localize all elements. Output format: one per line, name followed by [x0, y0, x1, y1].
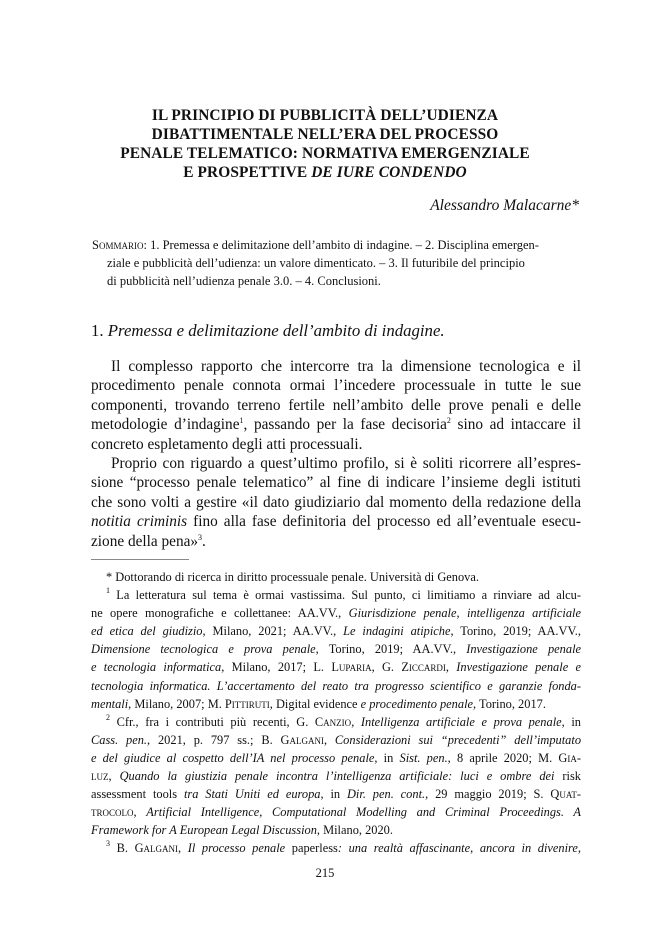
footnote-author: B. Galgani: [110, 841, 179, 856]
body-line: che sono volti a gestire «il dato giudiziario dal momento della redazione della: [91, 493, 581, 511]
footnote-author: luz: [91, 769, 109, 784]
footnote-ref-2: 2: [446, 416, 451, 426]
footnote-number: 3: [106, 839, 110, 849]
footnote-line: [91, 640, 581, 658]
footnote-line: [91, 713, 581, 731]
footnote-line: [91, 658, 581, 676]
footnote-italic: Le indagini atipiche: [343, 624, 451, 639]
footnote-italic: mentali: [91, 696, 129, 711]
footnote-text: , Digital evidence: [269, 696, 361, 711]
body-line: componenti, trovando terreno fertile nell’ambito delle prove penali e delle: [91, 396, 581, 414]
body-line: Proprio con riguardo a quest’ultimo profilo, si è soliti ricorrere all’espres-: [111, 455, 581, 473]
footnote-line: [91, 803, 581, 821]
footnote-italic: ed etica del giudizio: [91, 624, 203, 639]
footnote-italic: Dir. pen. cont.: [346, 787, 426, 802]
footnote-line: [91, 731, 581, 749]
footnote-italic: Considerazioni sui “precedenti” dell’imputato: [334, 732, 582, 747]
title-line-1: IL PRINCIPIO DI PUBBLICITÀ DELL’UDIENZA: [151, 107, 499, 124]
section-title: Premessa e delimitazione dell’ambito di indagine.: [107, 321, 445, 340]
footnote-text: , Torino, 2017.: [473, 696, 546, 711]
footnote-separator: [91, 559, 189, 560]
footnote-text: , Milano, 2020.: [316, 823, 393, 838]
footnote-italic: e del giudice al cospetto dell’IA nel processo penale: [91, 750, 375, 765]
footnote-italic: Il processo penale: [187, 841, 286, 856]
footnote-italic: Artificial Intelligence, Computational Modelling and Criminal Proceedings. A: [146, 805, 581, 820]
section-heading: [91, 321, 445, 341]
footnote-text: ,: [108, 769, 120, 784]
title-line-4-italic: DE IURE CONDENDO: [311, 164, 467, 181]
footnote-text: ,: [351, 714, 361, 729]
footnote-line: [91, 785, 581, 803]
footnote-italic: Giurisdizione penale, intelligenza artificiale: [348, 606, 581, 621]
body-italic-segment: notitia criminis: [91, 513, 188, 531]
footnote-text: , in: [374, 750, 400, 765]
footnote-italic: Intelligenza artificiale e prova penale: [360, 714, 562, 729]
body-text-segment: sino ad intaccare il: [450, 416, 581, 434]
footnote-text: La letteratura sul tema è ormai vastissima. Sul punto, ci limitiamo a rinviare ad alcu-: [110, 588, 581, 603]
footnote-italic: tra Stati Uniti ed europa: [183, 787, 321, 802]
footnote-text: , 29 maggio 2019;: [425, 787, 534, 802]
page-number: 215: [315, 866, 335, 880]
footnote-text: , Milano, 2021; AA.VV.,: [202, 624, 344, 639]
footnote-line: [91, 695, 581, 713]
footnote-italic: Dimensione tecnologica e prova penale: [91, 642, 316, 657]
footnote-text: ,: [577, 841, 582, 856]
footnote-line: [91, 586, 581, 604]
footnote-italic: tecnologia informatica. L’accertamento del reato tra progresso scientifico e garanzie fonda-: [91, 678, 581, 693]
summary-line-3: di pubblicità nell’udienza penale 3.0. – 4. Conclusioni.: [107, 274, 381, 288]
body-line: concreto espletamento degli atti processuali.: [91, 435, 363, 453]
footnote-italic: Investigazione penale: [466, 642, 582, 657]
footnote-italic: Sist. pen.: [399, 750, 448, 765]
footnote-italic: Quando la giustizia penale incontra l’intelligenza artificiale: luci e ombre dei: [119, 769, 555, 784]
title-line-4-plain: E PROSPETTIVE: [183, 164, 312, 181]
body-line: sione “processo penale telematico” al fine di indicare l’insieme degli istituti: [91, 474, 581, 492]
footnote-text: , in: [320, 787, 347, 802]
footnote-text: , 2021, p. 797 ss.;: [147, 732, 262, 747]
footnote-text: , Milano, 2007;: [128, 696, 208, 711]
body-text-segment: fino alla fase definitoria del processo ed all’eventuale esecu-: [187, 513, 581, 531]
title-line-2: DIBATTIMENTALE NELL’ERA DEL PROCESSO: [151, 126, 499, 143]
footnote-text: ne opere monografiche e collettanee: AA.VV.,: [91, 606, 349, 621]
footnote-text: risk: [554, 769, 581, 784]
section-number: 1.: [91, 321, 108, 340]
footnote-text: , Milano, 2017;: [221, 660, 314, 675]
footnote-author: B. Galgani: [261, 732, 324, 747]
footnote-text: paperless: [285, 841, 338, 856]
footnote-text: ,: [178, 841, 188, 856]
body-line: Il complesso rapporto che intercorre tra la dimensione tecnologica e il: [111, 358, 581, 375]
article-title: [0, 106, 650, 182]
body-text-segment: zione della pena»: [91, 532, 199, 550]
footnote-italic: Framework for A European Legal Discussion: [91, 823, 317, 838]
body-line: [91, 415, 581, 434]
footnote-line: [91, 821, 581, 839]
footnote-ref-1: 1: [239, 416, 244, 426]
footnote-text: assessment tools: [91, 787, 184, 802]
footnote-text: ,: [133, 805, 147, 820]
footnote-line: [91, 839, 581, 857]
body-text-segment: , passando per la fase decisoria: [243, 416, 447, 434]
footnote-text: ,: [445, 660, 457, 675]
footnote-author: M. Gia-: [538, 750, 581, 765]
footnote-line: [91, 622, 581, 640]
body-line: procedimento penale connota ormai l’incedere processuale in tutte le sue: [91, 377, 581, 395]
footnote-italic: : una realtà affascinante, ancora in divenire: [337, 841, 578, 856]
footnote-author: S. Quat-: [533, 787, 581, 802]
footnote-italic: Investigazione penale e: [456, 660, 581, 675]
footnote-line: [91, 604, 581, 622]
footnote-italic: e tecnologia informatica: [91, 660, 222, 675]
summary-line-2: ziale e pubblicità dell’udienza: un valore dimenticato. – 3. Il futuribile del principio: [107, 256, 525, 270]
footnote-text: , 8 aprile 2020;: [447, 750, 539, 765]
footnote-line: [91, 677, 581, 695]
footnote-ref-3: 3: [198, 532, 203, 542]
footnote-text: ,: [323, 732, 335, 747]
body-text: [91, 357, 581, 551]
footnote-italic: Cass. pen.: [91, 732, 148, 747]
body-line: [91, 532, 581, 551]
footnote-star: * Dottorando di ricerca in diritto processuale penale. Università di Genova.: [106, 570, 479, 584]
footnotes: [91, 568, 581, 858]
footnote-text: Cfr., fra i contributi più recenti,: [110, 714, 297, 729]
footnote-number: 2: [106, 712, 110, 722]
footnote-italic: e procedimento penale: [360, 696, 474, 711]
body-text-segment: metodologie d’indagine: [91, 416, 240, 434]
footnote-author: G. Canzio: [296, 714, 352, 729]
footnote-number: 1: [106, 586, 110, 596]
footnote-author: M. Pittiruti: [207, 696, 270, 711]
summary-text-1: 1. Premessa e delimitazione dell’ambito di indagine. – 2. Disciplina emergen-: [146, 238, 539, 252]
footnote-line: [91, 767, 581, 785]
summary-line-1: [92, 236, 580, 254]
summary: [92, 236, 580, 290]
body-line: [91, 512, 581, 531]
summary-label: Sommario:: [92, 238, 147, 252]
footnote-text: , in: [561, 714, 581, 729]
title-line-4: [0, 163, 650, 182]
footnote-text: , Torino, 2019; AA.VV.,: [315, 642, 467, 657]
footnote-text: , Torino, 2019; AA.VV.,: [450, 624, 582, 639]
body-text-segment: .: [202, 532, 206, 550]
footnote-line: [91, 749, 581, 767]
footnote-author: trocolo: [91, 805, 134, 820]
footnote-author: L. Luparia, G. Ziccardi: [313, 660, 446, 675]
title-line-3: PENALE TELEMATICO: NORMATIVA EMERGENZIALE: [120, 145, 530, 162]
author-name: Alessandro Malacarne*: [430, 197, 579, 214]
